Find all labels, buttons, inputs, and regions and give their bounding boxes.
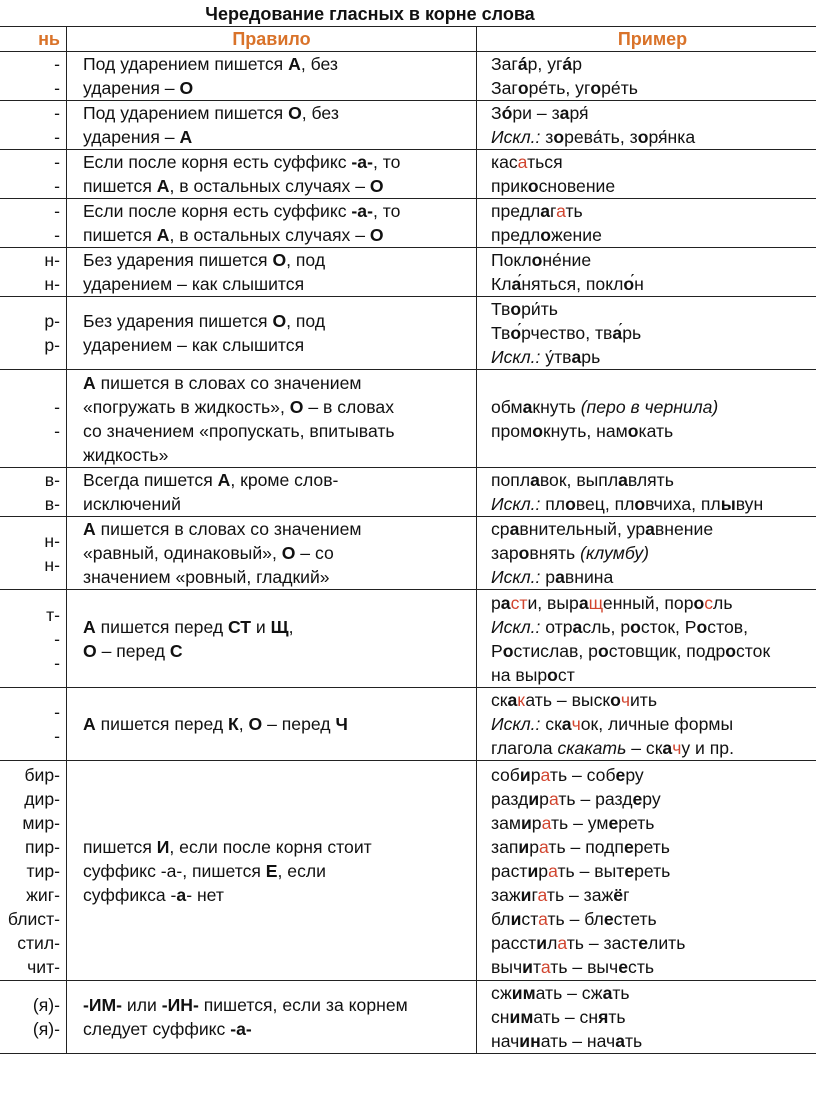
text-line: Искл.: пловец, пловчиха, плывун: [491, 494, 764, 514]
bold-letter: О: [272, 311, 287, 331]
bold-letter: О: [281, 543, 296, 563]
text-line: -: [54, 127, 60, 147]
bold-letter: о: [693, 592, 705, 613]
text-line: (я)-: [32, 1019, 60, 1039]
text-line: -: [54, 726, 60, 746]
bold-letter: е: [615, 764, 626, 785]
root-cell: [0, 981, 67, 1054]
text-line: Твори́ть: [491, 299, 558, 319]
bold-letter: е: [618, 956, 629, 977]
table-row: [0, 468, 816, 517]
text-line: вычитать – вычесть: [491, 956, 655, 977]
root-cell: [0, 468, 67, 517]
bold-letter: -а-: [351, 152, 373, 172]
bold-letter: е: [638, 932, 649, 953]
highlight-letter: а: [517, 152, 528, 172]
bold-letter: о: [540, 225, 551, 245]
text-line: р-: [44, 335, 60, 355]
bold-letter: и: [536, 932, 548, 953]
bold-letter: Щ: [270, 616, 289, 637]
root-cell: [0, 688, 67, 761]
example-cell: [477, 150, 816, 199]
header-root: нь: [0, 27, 67, 52]
root-cell: [0, 150, 67, 199]
highlight-letter: ч: [672, 738, 682, 758]
table-row: [0, 981, 816, 1054]
bold-letter: и: [527, 860, 539, 881]
text-line: расти, выращенный, поросль: [491, 592, 733, 613]
text-line: пишется А, в остальных случаях – О: [83, 225, 384, 245]
bold-letter: о: [531, 250, 543, 270]
text-line: Ростислав, ростовщик, подросток: [491, 640, 771, 661]
bold-letter: А: [288, 54, 301, 74]
text-line: собирать – соберу: [491, 764, 644, 785]
bold-letter: о: [610, 690, 621, 710]
text-line: касаться: [491, 152, 563, 172]
text-line: обмакнуть (перо в чернила): [491, 396, 719, 417]
text-line: снимать – снять: [491, 1007, 626, 1027]
text-line: -: [54, 78, 60, 98]
bold-letter: ó: [501, 103, 513, 123]
bold-letter: СТ: [228, 616, 252, 637]
bold-letter: а: [645, 519, 655, 539]
text-line: А пишется в словах со значением: [83, 372, 362, 393]
italic-note: Искл.:: [491, 616, 541, 637]
bold-letter: О: [83, 640, 97, 661]
text-line: Искл.: скачок, личные формы: [491, 714, 734, 734]
bold-letter: О: [248, 714, 263, 734]
text-line: -: [54, 628, 60, 649]
highlight-letter: щ: [588, 592, 603, 613]
bold-letter: им: [509, 1007, 534, 1027]
highlight-letter: к: [517, 690, 526, 710]
bold-letter: О: [179, 78, 194, 98]
text-line: растирать – вытереть: [491, 860, 671, 881]
text-line: жиг-: [26, 884, 60, 905]
text-line: Тво́рчество, тва́рь: [491, 323, 642, 343]
bold-letter: Е: [265, 860, 278, 881]
text-line: дир-: [24, 788, 60, 809]
bold-letter: о: [627, 420, 639, 441]
root-cell: [0, 297, 67, 370]
bold-letter: о: [590, 78, 602, 98]
bold-letter: и: [520, 812, 532, 833]
header-example: Пример: [477, 27, 816, 52]
text-line: -ИМ- или -ИН- пишется, если за корнем: [83, 995, 408, 1015]
bold-letter: е: [632, 788, 643, 809]
text-line: суффикса -а- нет: [83, 884, 224, 905]
example-cell: [477, 517, 816, 590]
bold-letter: а: [571, 347, 582, 367]
bold-letter: и: [519, 764, 531, 785]
table-row: [0, 761, 816, 981]
bold-letter: о: [565, 494, 576, 514]
text-line: Если после корня есть суффикс -а-, то: [83, 152, 401, 172]
text-line: н-: [44, 555, 60, 575]
text-line: -: [54, 420, 60, 441]
rule-cell: [67, 517, 477, 590]
text-line: Загоре́ть, угоре́ть: [491, 78, 638, 98]
rule-cell: [67, 150, 477, 199]
root-cell: [0, 517, 67, 590]
rule-cell: [67, 199, 477, 248]
bold-letter: Ч: [335, 714, 348, 734]
highlight-letter: ч: [620, 690, 630, 710]
bold-letter: о: [527, 176, 539, 196]
bold-letter: а: [578, 592, 589, 613]
bold-letter: а: [618, 470, 628, 490]
text-line: т-: [46, 604, 60, 625]
bold-letter: -а-: [351, 201, 373, 221]
bold-letter: а: [612, 323, 623, 343]
italic-note: Искл.:: [491, 494, 541, 514]
text-line: «равный, одинаковый», О – со: [83, 543, 334, 563]
bold-letter: а: [572, 616, 583, 637]
highlight-letter: а: [548, 788, 559, 809]
text-line: -: [54, 652, 60, 673]
bold-letter: а: [500, 592, 511, 613]
example-cell: [477, 248, 816, 297]
bold-letter: á: [562, 54, 573, 74]
text-line: мир-: [22, 812, 60, 833]
text-line: Искл.: у́тварь: [491, 347, 601, 367]
bold-letter: о: [630, 616, 641, 637]
bold-letter: а: [540, 201, 551, 221]
rule-cell: [67, 761, 477, 981]
example-cell: [477, 370, 816, 468]
bold-letter: о: [623, 274, 635, 294]
text-line: А пишется перед К, О – перед Ч: [83, 714, 348, 734]
bold-letter: ё: [613, 884, 624, 905]
text-line: Всегда пишется А, кроме слов-: [83, 470, 339, 490]
text-line: -: [54, 54, 60, 74]
text-line: следует суффикс -а-: [83, 1019, 252, 1039]
text-line: А пишется в словах со значением: [83, 519, 362, 539]
bold-letter: а: [176, 884, 187, 905]
bold-letter: а: [511, 274, 522, 294]
text-line: пишется А, в остальных случаях – О: [83, 176, 384, 196]
text-line: (я)-: [32, 995, 60, 1015]
bold-letter: им: [511, 983, 536, 1003]
table-row: [0, 101, 816, 150]
text-line: сравнительный, уравнение: [491, 519, 714, 539]
text-line: Кла́няться, покло́н: [491, 274, 644, 294]
table-row: [0, 688, 816, 761]
highlight-letter: а: [540, 956, 551, 977]
italic-note: (перо в чернила): [580, 396, 719, 417]
example-cell: [477, 590, 816, 688]
text-line: заровнять (клумбу): [491, 543, 650, 563]
text-line: расстилать – застелить: [491, 932, 686, 953]
rule-cell: [67, 297, 477, 370]
rule-cell: [67, 981, 477, 1054]
bold-letter: -ИМ-: [83, 995, 123, 1015]
bold-letter: А: [217, 470, 231, 490]
text-line: в-: [44, 494, 60, 514]
root-cell: [0, 761, 67, 981]
text-line: глагола скакать – скачу и пр.: [491, 738, 734, 758]
italic-note: Искл.:: [491, 127, 541, 147]
text-line: в-: [44, 470, 60, 490]
text-line: бир-: [24, 764, 60, 785]
highlight-letter: ч: [571, 714, 581, 734]
bold-letter: о: [510, 299, 522, 319]
italic-note: Искл.:: [491, 714, 541, 734]
rule-cell: [67, 590, 477, 688]
bold-letter: ы: [720, 494, 736, 514]
bold-letter: о: [510, 323, 522, 343]
text-line: прикосновение: [491, 176, 616, 196]
bold-letter: а: [559, 103, 570, 123]
highlight-letter: а: [557, 932, 567, 953]
bold-letter: а: [615, 1031, 625, 1051]
bold-letter: о: [725, 640, 736, 661]
bold-letter: А: [83, 714, 96, 734]
text-line: Под ударением пишется А, без: [83, 54, 338, 74]
table-body: [0, 52, 816, 1054]
highlight-letter: ст: [510, 592, 528, 613]
bold-letter: А: [83, 519, 96, 539]
bold-letter: а: [509, 519, 520, 539]
root-cell: [0, 248, 67, 297]
text-line: Загáр, угáр: [491, 54, 583, 74]
bold-letter: А: [83, 372, 96, 393]
bold-letter: и: [528, 788, 540, 809]
example-cell: [477, 761, 816, 981]
example-cell: [477, 101, 816, 150]
text-line: на вырост: [491, 664, 575, 685]
text-line: предложение: [491, 225, 602, 245]
text-line: промокнуть, намокать: [491, 420, 674, 441]
bold-letter: А: [156, 176, 170, 196]
text-line: запирать – подпереть: [491, 836, 670, 857]
text-line: блистать – блестеть: [491, 908, 657, 929]
bold-letter: И: [156, 836, 170, 857]
text-line: ударением – как слышится: [83, 274, 305, 294]
text-line: Искл.: равнина: [491, 567, 614, 587]
highlight-letter: а: [548, 860, 558, 881]
text-line: ударением – как слышится: [83, 335, 305, 355]
text-line: Под ударением пишется О, без: [83, 103, 339, 123]
italic-note: Искл.:: [491, 567, 541, 587]
highlight-letter: а: [538, 908, 548, 929]
text-line: скакать – выскочить: [491, 690, 658, 710]
bold-letter: -ИН-: [161, 995, 199, 1015]
root-cell: [0, 590, 67, 688]
bold-letter: и: [522, 956, 533, 977]
text-line: со значением «пропускать, впитывать: [83, 420, 395, 441]
rules-table: [0, 26, 816, 1054]
table-row: [0, 297, 816, 370]
bold-letter: и: [520, 884, 532, 905]
bold-letter: К: [228, 714, 239, 734]
table-row: [0, 52, 816, 101]
bold-letter: е: [603, 908, 614, 929]
text-line: пир-: [25, 836, 60, 857]
bold-letter: о: [547, 664, 558, 685]
bold-letter: А: [83, 616, 96, 637]
bold-letter: О: [369, 176, 384, 196]
header-row: [0, 27, 816, 52]
bold-letter: о: [532, 420, 543, 441]
text-line: жидкость»: [83, 444, 169, 465]
rule-cell: [67, 468, 477, 517]
bold-letter: а: [561, 714, 572, 734]
example-cell: [477, 981, 816, 1054]
rule-cell: [67, 52, 477, 101]
bold-letter: и: [518, 836, 530, 857]
bold-letter: е: [608, 812, 619, 833]
root-cell: [0, 370, 67, 468]
text-line: сжимать – сжать: [491, 983, 630, 1003]
bold-letter: е: [624, 860, 635, 881]
bold-letter: А: [156, 225, 170, 245]
table-row: [0, 150, 816, 199]
table-row: [0, 590, 816, 688]
text-line: -: [54, 702, 60, 722]
text-line: «погружать в жидкость», О – в словах: [83, 396, 395, 417]
text-line: А пишется перед СТ и Щ,: [83, 616, 294, 637]
bold-letter: С: [169, 640, 183, 661]
rule-cell: [67, 101, 477, 150]
highlight-letter: а: [556, 201, 566, 221]
bold-letter: ин: [519, 1031, 541, 1051]
text-line: -: [54, 201, 60, 221]
text-line: Поклоне́ние: [491, 250, 592, 270]
bold-letter: А: [179, 127, 193, 147]
text-line: Искл.: отрасль, росток, Ростов,: [491, 616, 748, 637]
text-line: поплавок, выплавлять: [491, 470, 674, 490]
example-cell: [477, 468, 816, 517]
highlight-letter: с: [704, 592, 714, 613]
bold-letter: е: [623, 836, 634, 857]
example-cell: [477, 52, 816, 101]
page-title: Чередование гласных в корне слова: [205, 4, 535, 24]
example-cell: [477, 688, 816, 761]
bold-letter: о: [637, 127, 649, 147]
text-line: ударения – О: [83, 78, 194, 98]
text-line: значением «ровный, гладкий»: [83, 567, 330, 587]
highlight-letter: а: [541, 812, 551, 833]
text-line: зажигать – зажёг: [491, 884, 630, 905]
text-line: пишется И, если после корня стоит: [83, 836, 372, 857]
text-line: раздирать – раздеру: [491, 788, 661, 809]
text-line: Если после корня есть суффикс -а-, то: [83, 201, 401, 221]
rule-cell: [67, 370, 477, 468]
header-rule: Правило: [67, 27, 477, 52]
table-row: [0, 370, 816, 468]
text-line: р-: [44, 311, 60, 331]
bold-letter: о: [696, 616, 708, 637]
bold-letter: á: [517, 54, 528, 74]
text-line: Искл.: зорева́ть, зоря́нка: [491, 127, 696, 147]
text-line: -: [54, 103, 60, 123]
root-cell: [0, 101, 67, 150]
text-line: -: [54, 225, 60, 245]
bold-letter: о: [553, 127, 565, 147]
bold-letter: о: [518, 543, 530, 563]
text-line: блист-: [7, 908, 60, 929]
bold-letter: о: [634, 494, 646, 514]
text-line: Зóри – заря́: [491, 103, 589, 123]
bold-letter: о: [517, 78, 529, 98]
bold-letter: а: [555, 567, 565, 587]
italic-note: Искл.:: [491, 347, 541, 367]
bold-letter: а: [507, 690, 518, 710]
bold-letter: а: [602, 983, 613, 1003]
text-line: исключений: [83, 494, 181, 514]
bold-letter: О: [288, 103, 302, 123]
text-line: -: [54, 152, 60, 172]
highlight-letter: а: [539, 836, 549, 857]
text-line: суффикс -а-, пишется Е, если: [83, 860, 326, 881]
bold-letter: о: [502, 640, 514, 661]
text-line: -: [54, 396, 60, 417]
bold-letter: О: [289, 396, 304, 417]
text-line: чит-: [27, 956, 60, 977]
bold-letter: О: [369, 225, 384, 245]
bold-letter: а: [662, 738, 673, 758]
text-line: -: [54, 176, 60, 196]
bold-letter: о: [597, 640, 609, 661]
text-line: н-: [44, 531, 60, 551]
bold-letter: -а-: [230, 1019, 252, 1039]
bold-letter: О: [272, 250, 287, 270]
text-line: ударения – А: [83, 127, 193, 147]
text-line: начинать – начать: [491, 1031, 643, 1051]
highlight-letter: а: [540, 764, 550, 785]
text-line: стил-: [17, 932, 60, 953]
bold-letter: а: [522, 396, 533, 417]
text-line: О – перед С: [83, 640, 183, 661]
highlight-letter: а: [537, 884, 547, 905]
text-line: предлагать: [491, 201, 583, 221]
text-line: тир-: [26, 860, 60, 881]
table-row: [0, 517, 816, 590]
italic-note: (клумбу): [580, 543, 650, 563]
bold-letter: и: [510, 908, 522, 929]
table-row: [0, 248, 816, 297]
root-cell: [0, 52, 67, 101]
bold-letter: я: [598, 1007, 609, 1027]
root-cell: [0, 199, 67, 248]
text-line: н-: [44, 250, 60, 270]
table-row: [0, 199, 816, 248]
text-line: Без ударения пишется О, под: [83, 250, 326, 270]
text-line: н-: [44, 274, 60, 294]
text-line: Без ударения пишется О, под: [83, 311, 326, 331]
text-line: замирать – умереть: [491, 812, 655, 833]
italic-note: скакать: [557, 738, 627, 758]
example-cell: [477, 297, 816, 370]
bold-letter: а: [530, 470, 540, 490]
rule-cell: [67, 688, 477, 761]
example-cell: [477, 199, 816, 248]
rule-cell: [67, 248, 477, 297]
